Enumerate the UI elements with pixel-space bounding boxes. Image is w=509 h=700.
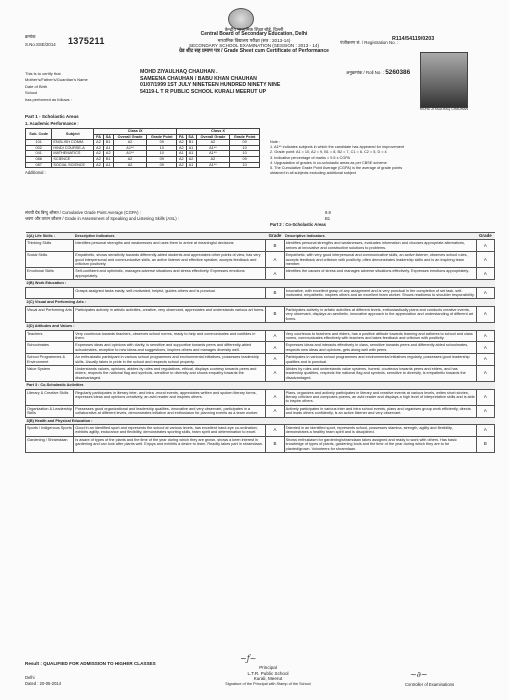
section-heading: 2(B) Work Education :: [26, 280, 495, 287]
indicator-row: [26, 268, 495, 280]
grade-ix: B: [266, 306, 284, 322]
col-subject: Subject: [52, 129, 94, 140]
indicator-label: School Programmes & Environment: [26, 354, 74, 366]
descriptor-ix: Participates actively in artistic activities, creative, very observant, appreciates and understands various art forms.: [74, 306, 266, 322]
subject-cell: 10: [230, 162, 260, 168]
subject-name: SCIENCE: [52, 156, 94, 162]
grading-notes: [270, 140, 482, 176]
grade-ix: B: [266, 436, 284, 452]
subject-cell: 10: [147, 151, 177, 157]
col-sa: SA: [186, 134, 196, 140]
grade-x: A: [476, 268, 494, 280]
place: Delhi: [25, 675, 35, 680]
section-heading: 2(C) Visual and Performing Arts :: [26, 299, 495, 306]
grade-header: Grade: [266, 233, 284, 240]
subject-row: [26, 162, 260, 168]
col-gp: Grade Point: [147, 134, 177, 140]
grade-header: Grade: [476, 233, 494, 240]
indicator-label: Thinking Skills: [26, 240, 74, 252]
subject-cell: 10: [230, 151, 260, 157]
subject-cell: A2: [94, 156, 103, 162]
grade-x: A: [476, 389, 494, 405]
asl-value: B1: [325, 216, 331, 221]
exam-english: SECONDARY SCHOOL EXAMINATION (SESSION : 2013 - 14): [188, 43, 320, 49]
subject-cell: A2: [94, 145, 103, 151]
term-ix: Class IX: [94, 129, 177, 135]
indicator-row: [26, 389, 495, 405]
subject-cell: A2: [177, 145, 186, 151]
subject-name: ENGLISH COMM.: [52, 140, 94, 146]
indicator-label: Literary & Creative Skills: [26, 389, 74, 405]
subject-cell: A2: [196, 156, 230, 162]
registration-number: R114/54119/0203: [392, 36, 435, 42]
descriptor-ix: Regularly participates in literary inter- and intra -mural events, appreciates written and spoken literary forms, expresses ideas and opinions creatively, an avid reader and inspires others.: [74, 389, 266, 405]
descriptor-ix: Very courteous towards teachers, observes school norms, ready to help and communicates and confides in them.: [74, 330, 266, 342]
school-stamp-name: L.T.R. Public School: [247, 670, 289, 676]
grade-x: A: [476, 354, 494, 366]
section-heading: 2(D) Attitudes and Values :: [26, 323, 495, 330]
subject-cell: 002: [26, 145, 52, 151]
descriptor-x: Talented in an identified sport, represents school, possesses stamina, strength, agility and flexibility, demonstrates a healthy team spirit and is disciplined.: [284, 425, 476, 437]
grade-ix: A: [266, 389, 284, 405]
subject-cell: 087: [26, 162, 52, 168]
grade-x: B: [476, 436, 494, 452]
descriptor-ix: Is aware of types of the plants and the time of the year during which they are grown, shows a keen interest in gardening and can look after plants well. Enjoys and exhibits a desire to learn. Readily takes part in shramdaan.: [74, 436, 266, 452]
subject-cell: A1: [177, 151, 186, 157]
subject-cell: A2: [94, 151, 103, 157]
indicator-row: [26, 342, 495, 354]
certificate-title: ग्रेड शीट सह प्रमाण पत्र / Grade Sheet cum Certificate of Performance: [179, 47, 329, 54]
subject-cell: 09: [147, 140, 177, 146]
cgpa-value: 9.8: [325, 210, 331, 215]
grade-x: A: [476, 425, 494, 437]
grade-ix: B: [266, 287, 284, 299]
subject-cell: B1: [103, 140, 113, 146]
subject-cell: A1**: [113, 151, 147, 157]
principal-title: Principal: [259, 665, 277, 670]
serial-number: 1375211: [68, 36, 105, 46]
grade-x: A: [476, 252, 494, 268]
note-line: 4. Upgradation of grades in co-scholastic areas as per CBSE scheme: [270, 160, 387, 165]
indicator-label: Visual and Performing Arts: [26, 306, 74, 322]
subject-cell: A2: [177, 156, 186, 162]
subject-cell: A1: [186, 162, 196, 168]
indicator-row: [26, 330, 495, 342]
col-overall: Overall Grade: [113, 134, 147, 140]
desc-header: Descriptive Indicators: [284, 233, 476, 240]
subject-cell: A2: [186, 156, 196, 162]
roll-number: [346, 69, 410, 76]
principal-signature-icon: ~ƒ~: [240, 654, 257, 663]
student-photo: [420, 52, 468, 108]
scholastic-table: [25, 128, 260, 168]
indicator-row: [26, 365, 495, 381]
academic-section: 1. Academic Performance :: [25, 121, 79, 126]
label-performed: has performed as follows :: [25, 96, 72, 102]
subject-cell: A2: [177, 162, 186, 168]
subject-name: MATHEMATICS: [52, 151, 94, 157]
photo-caption: MOHD ZIYAULHAQ CHAUHAN: [420, 107, 468, 111]
subject-cell: A2: [103, 151, 113, 157]
cgpa-block: [25, 210, 355, 227]
col-code: Sub. Code: [26, 129, 52, 140]
subject-cell: 09: [230, 140, 260, 146]
serial-prefix: S.No.SSE/2014: [25, 42, 56, 47]
subject-cell: A2: [196, 140, 230, 146]
descriptor-ix: An enthusiastic participant in various school programmes and environmental initiatives, possesses leadership skills. Usually takes in pride in the school and respects school property.: [74, 354, 266, 366]
date-of-birth: 01/07/1999 1ST JULY NINETEEN HUNDRED NINETY NINE: [140, 82, 281, 89]
indicator-row: [26, 354, 495, 366]
subject-cell: A1**: [196, 145, 230, 151]
subject-cell: A2: [94, 140, 103, 146]
subject-name: SOCIAL SCIENCE: [52, 162, 94, 168]
note-line: 2. Grade point: A1 = 10, A2 = 9, B1 = 8, B2 = 7, C1 = 6, C2 = 5, D = 4: [270, 150, 387, 155]
indicator-label: Emotional Skills: [26, 268, 74, 280]
roll-value: 5260386: [385, 69, 411, 76]
label-school: School: [25, 90, 38, 96]
school-name: 54119-L T R PUBLIC SCHOOL KURALI MEERUT UP: [140, 88, 267, 95]
indicator-label: Social Skills: [26, 252, 74, 268]
descriptor-ix: Self-confident and optimistic, manages adverse situations and stress effectively. Expresses emotions appropriately.: [74, 268, 266, 280]
grade-x: A: [476, 306, 494, 322]
grade-ix: B: [266, 240, 284, 252]
indicator-label: [26, 287, 74, 299]
subject-cell: A1: [103, 162, 113, 168]
subject-cell: A1**: [196, 162, 230, 168]
subject-cell: B1: [186, 140, 196, 146]
col-fa: FA: [177, 134, 186, 140]
serial-label: क्रमांक: [25, 34, 36, 39]
principal-block: [218, 665, 318, 686]
label-dob: Date of Birth: [25, 83, 48, 89]
label-certify: This is to certify that: [25, 71, 61, 76]
subject-cell: A2: [94, 162, 103, 168]
descriptor-x: Participates actively in artistic activities at different levels, enthusiastically plans and conducts creative events, very observant, displays an aesthetic, innovative approach to the appreciation and understanding of different art forms.: [284, 306, 476, 322]
descriptor-x: Participates in various school programmes and environmental initiatives regularly, possesses good leadership qualities and is punctual.: [284, 354, 476, 366]
descriptor-x: Actively participates in various inter and intra school events, plans and organises group work efficiently, directs and leads others confidently, is an active listener and very observant.: [284, 405, 476, 417]
descriptor-ix: Good in an identified sport and represents the school at various levels, has excellent hand-eye co-ordination, exhibits agility, endurance and flexibility, demonstrates sporting skills, team spirit and determination to excel.: [74, 425, 266, 437]
note-line: 1. A1** indicates subjects in which the candidate has appeared for improvement: [270, 145, 405, 150]
subject-cell: A2: [113, 140, 147, 146]
indicator-row: [26, 287, 495, 299]
roll-label: अनुक्रमांक / Roll No. :: [346, 70, 385, 75]
subject-cell: 09: [230, 156, 260, 162]
indicator-row: [26, 240, 495, 252]
descriptor-ix: Possesses good organizational and leadership qualities, innovative and very observant, participates in a collaborative at different levels, demonstrates initiative and enthusiasm for planning events as a team worker.: [74, 405, 266, 417]
subject-cell: A1: [186, 145, 196, 151]
subject-cell: 10: [230, 145, 260, 151]
registration-label: पंजीकरण सं. / Registration No. :: [340, 40, 399, 45]
subject-cell: 09: [147, 156, 177, 162]
indicator-label: Sports / Indigenous Sports: [26, 425, 74, 437]
descriptor-ix: Grasps assigned tasks easily, self-motivated, helpful, guides others and is punctual.: [74, 287, 266, 299]
col-overall: Overall Grade: [196, 134, 230, 140]
descriptor-x: Expresses ideas and interacts effectively in class, sensitive towards peers and differently abled schoolmates, respects new ideas and opinions, gets along well with peers.: [284, 342, 476, 354]
principal-sign-label: Signature of the Principal with Stamp of the School: [225, 681, 311, 686]
student-name: MOHD ZIYAULHAQ CHAUHAN .: [140, 69, 218, 75]
descriptor-ix: Understands values, opinions, abides by rules and regulations, ethical, displays courtesy towards peers and elders, respects the national flag and symbols, sensitive to diversity and shows empathy towards the disadvantaged.: [74, 365, 266, 381]
descriptor-x: Innovative, with excellent grasp of any assignment and is very punctual in the completion of set task, self-motivated, empathetic, inspires others and an excellent team worker. Shows readiness to shoulder responsibility.: [285, 288, 475, 298]
co-scholastic-table: [25, 232, 495, 453]
student-labels: [25, 71, 89, 103]
indicator-label: Organization & Leadership Skills: [27, 406, 72, 416]
descriptor-ix: Expresses ideas and opinions with clarity, is sensitive and supportive towards peers and differently-abled schoolmates, receptive to new ideas and suggestions, inspires others and manages diversity well.: [74, 342, 266, 354]
subject-cell: 09: [147, 162, 177, 168]
note-line: obtained in all subjects excluding additional subject: [270, 171, 356, 176]
subject-cell: A1: [103, 145, 113, 151]
date-block: [25, 675, 61, 687]
grade-x: A: [476, 342, 494, 354]
grade-ix: A: [266, 342, 284, 354]
board-title: [140, 27, 368, 54]
note-line: 5. The Cumulative Grade Point Average (CGPA) is the average of grade points: [270, 166, 403, 171]
issue-date: Dated : 20-05-2014: [25, 681, 62, 686]
subject-cell: A1**: [196, 151, 230, 157]
grade-ix: A: [266, 405, 284, 417]
part2-heading: Part 2 : Co-Scholastic Areas: [270, 222, 326, 227]
result-line: Result : QUALIFIED FOR ADMISSION TO HIGHER CLASSES: [25, 661, 156, 666]
grade-ix: A: [266, 425, 284, 437]
descriptor-x: Abides by rules and understands value systems, honest, courteous towards peers and elders, and has leadership qualities, respects the national flag and symbols, sensitive to diversity, is empathetic towards the disadvantaged.: [284, 365, 476, 381]
subject-cell: 101: [26, 140, 52, 146]
grade-ix: A: [266, 365, 284, 381]
indicator-label: Teachers: [26, 330, 74, 342]
grade-ix: A: [266, 354, 284, 366]
col-gp: Grade Point: [230, 134, 260, 140]
cgpa-label: संचयी ग्रेड बिन्दु औसत / Cumulative Grade Point Average (CGPA) :: [25, 210, 141, 215]
title-hindi: केन्द्रीय माध्यमिक शिक्षा बोर्ड, दिल्ली: [224, 27, 284, 32]
grade-x: A: [476, 365, 494, 381]
grade-x: A: [476, 240, 494, 252]
descriptor-x: Shows enthusiasm for gardening/shramdaan takes assigned and ready to work with others. Has basic knowledge of types of plants, gardening tools and the time of the year during which they are to be planted/grown. Volunteers for shramdaan.: [284, 436, 476, 452]
asl-label: श्रवण और वाचन कौशल / Grade in Assessment of Speaking and Listening Skills (ASL) :: [25, 216, 179, 221]
section-heading: Part 3 : Co-Scholastic Activities: [26, 382, 495, 389]
grade-ix: A: [266, 330, 284, 342]
descriptor-x: Empathetic, with very good interpersonal and communicative skills, an active listener, observes school rules, accepts feedback and criticism with positivity, often demonstrates leadership skills and is an inspiring team member.: [284, 252, 476, 268]
descriptor-ix: Empathetic, shows sensitivity towards differently-abled students and appreciates other points of view, has very good interpersonal and communicative skills, an active listener and effective speaker, accepts feedback and criticism positively.: [74, 252, 266, 268]
parents-name: SAMEENA CHAUHAN / BABU KHAN CHAUHAN: [140, 75, 257, 82]
indicator-row: [26, 425, 495, 437]
subject-cell: A2: [177, 140, 186, 146]
part1-heading: Part 1 - Scholastic Areas: [25, 114, 79, 119]
additional-label: Additional :: [25, 170, 46, 175]
grade-ix: A: [266, 252, 284, 268]
descriptor-x: Identifies personal strengths and weaknesses, evaluates information and chooses appropriate alternatives, arrives at innovative and constructive solutions to problems.: [284, 240, 476, 252]
grade-ix: A: [266, 268, 284, 280]
indicator-row: [26, 436, 495, 452]
subject-cell: A1**: [113, 145, 147, 151]
label-parents: Mother's/Father's/Guardian's Name: [25, 77, 88, 83]
title-english: Central Board of Secondary Education, Delhi: [200, 31, 308, 38]
subject-cell: B1: [103, 156, 113, 162]
subject-cell: A1: [186, 151, 196, 157]
descriptor-x: Very courteous to teachers and elders, has a positive attitude towards learning and adheres to school and class norms, communicates effectively with teachers and takes feedback and criticism with positivity.: [284, 330, 476, 342]
term-x: Class X: [177, 129, 260, 135]
subject-cell: 10: [147, 145, 177, 151]
grade-x: A: [476, 405, 494, 417]
note-line: 3. Indicative percentage of marks = 9.5 x CGPA: [270, 155, 351, 160]
indicator-row: [26, 252, 495, 268]
col-fa: FA: [94, 134, 103, 140]
subject-cell: 041: [26, 151, 52, 157]
section-heading: 3(B) Health and Physical Education :: [26, 417, 495, 424]
descriptor-x: Plans, organizes and actively participates in literary and creative events at various levels, writes short stories, literary criticism and composes poems, an avid reader and displays a high level of interpretative skills and is able to inspire others.: [285, 390, 475, 404]
grade-x: A: [476, 287, 494, 299]
note-line: Note :: [270, 140, 281, 144]
controller-signature-icon: ~∂~: [410, 670, 428, 679]
indicator-label: Schoolmates: [26, 342, 74, 354]
col-sa: SA: [103, 134, 113, 140]
descriptor-x: Identifies the causes of stress and manages adverse situations effectively. Expresses emotions appropriately.: [284, 268, 476, 280]
indicator-row: [26, 405, 495, 417]
subject-name: HINDI COURSE-A: [52, 145, 94, 151]
subject-cell: 086: [26, 156, 52, 162]
indicator-row: [26, 306, 495, 322]
exam-hindi: माध्यमिक विद्यालय परीक्षा (सत्र : 2013-14): [217, 37, 291, 43]
indicator-label: Value System: [26, 365, 74, 381]
desc-header: Descriptive Indicators: [74, 233, 266, 240]
school-stamp-place: Kurali, Meerut: [253, 676, 283, 682]
subject-cell: A2: [113, 162, 147, 168]
life-skills-heading: 2(A) Life Skills :: [26, 233, 74, 240]
subject-cell: A2: [113, 156, 147, 162]
grade-x: A: [476, 330, 494, 342]
descriptor-ix: Identifies personal strengths and weaknesses and uses them to arrive at meaningful decisions: [74, 240, 266, 252]
controller-label: Controller of Examinations: [405, 682, 455, 687]
indicator-label: Gardening / Shramdaan: [26, 436, 74, 452]
